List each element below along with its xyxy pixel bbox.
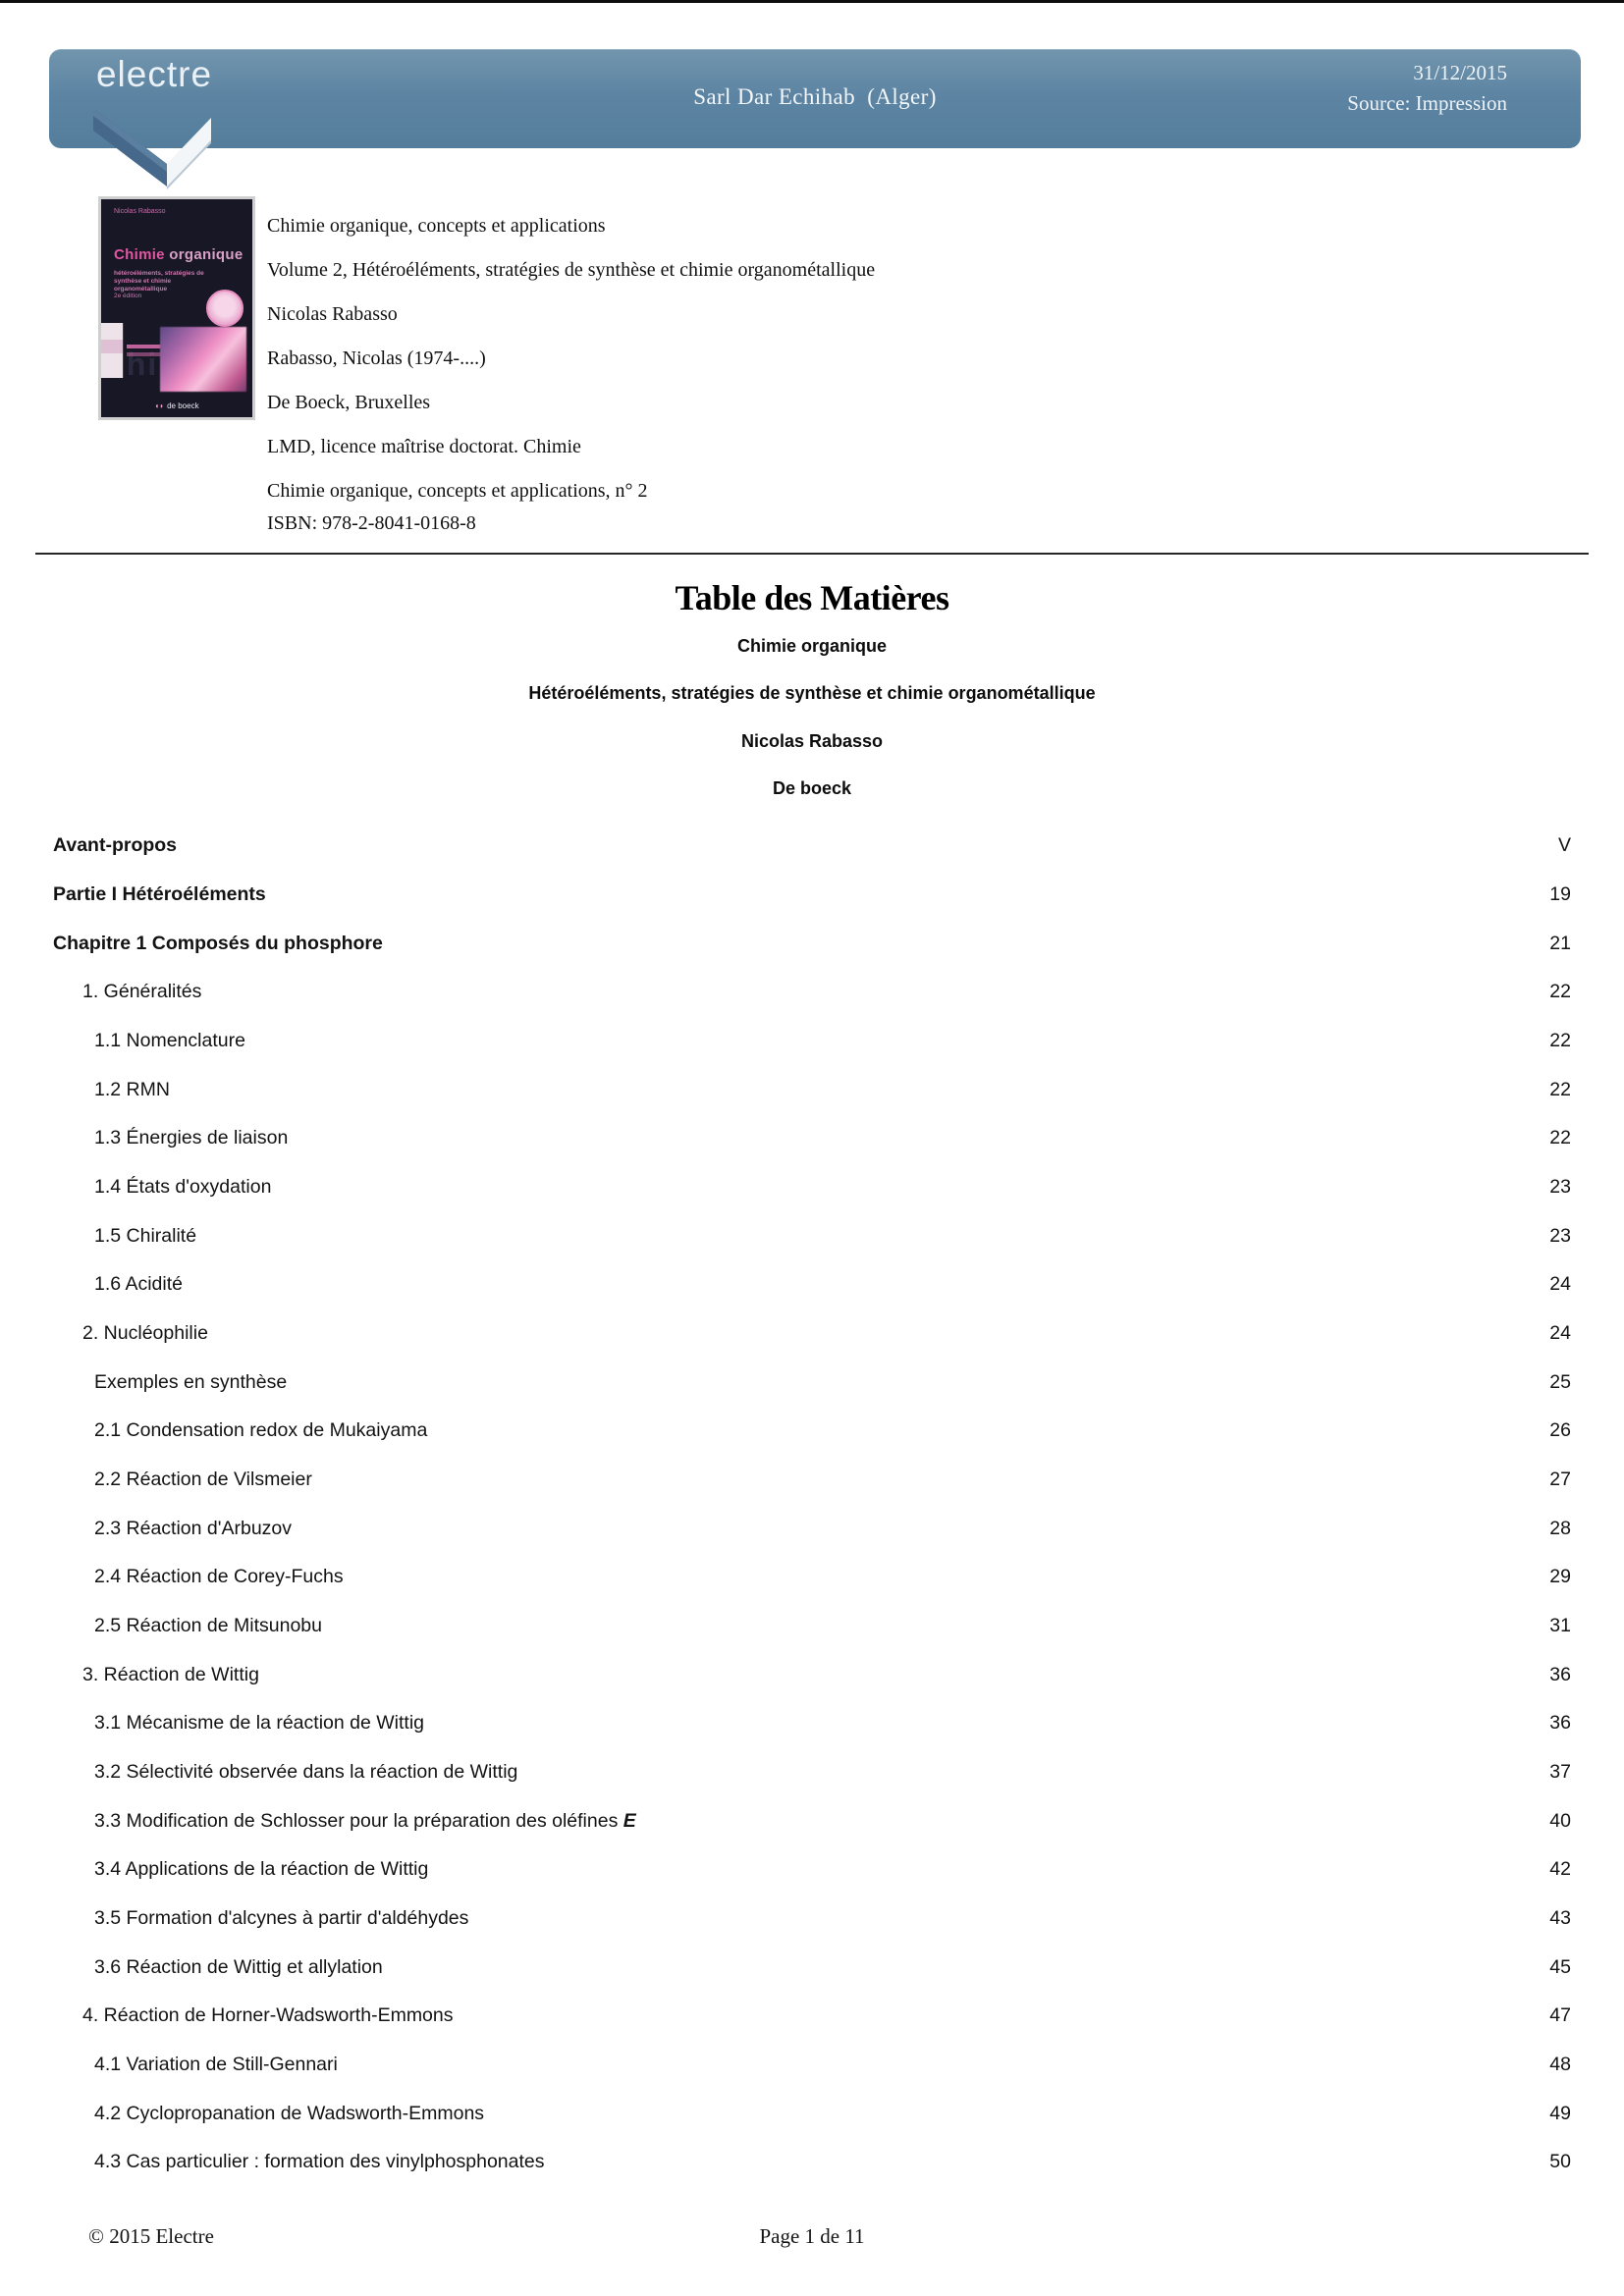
toc-entry-page: 47	[1549, 2004, 1571, 2027]
cover-title-word2: organique	[169, 246, 244, 263]
toc-entry-page: 49	[1549, 2102, 1571, 2124]
deboeck-logo-icon: ◖◗	[154, 401, 165, 410]
toc-entry-label: 3.6 Réaction de Wittig et allylation	[94, 1955, 383, 1978]
header-bar	[49, 49, 1581, 148]
toc-entry	[53, 1553, 1571, 1602]
footer-copyright: © 2015 Electre	[88, 2224, 214, 2248]
toc-entry	[53, 1748, 1571, 1797]
toc-entry	[53, 2041, 1571, 2090]
header-meta	[1347, 58, 1507, 119]
toc-entry-page: 29	[1549, 1566, 1571, 1588]
toc-entry	[53, 1114, 1571, 1163]
cover-spine-label	[101, 323, 124, 378]
toc-entry-page: 22	[1549, 1078, 1571, 1100]
cover-publisher	[101, 401, 252, 410]
header-organization: Sarl Dar Echihab (Alger)	[693, 84, 937, 109]
cover-subtitle: hétéroéléments, stratégies de synthèse et chimie organométallique	[114, 270, 204, 293]
toc-entry-label: 3.1 Mécanisme de la réaction de Wittig	[94, 1712, 424, 1735]
toc-entry	[53, 1309, 1571, 1359]
book-metadata	[267, 216, 875, 558]
toc-entry	[53, 1992, 1571, 2041]
cover-title-word1: Chimie	[114, 246, 165, 263]
toc-entry	[53, 1456, 1571, 1505]
toc-entry	[53, 2138, 1571, 2187]
meta-title: Chimie organique, concepts et applications	[267, 215, 606, 237]
toc-entry-label: 4.2 Cyclopropanation de Wadsworth-Emmons	[94, 2102, 485, 2124]
toc-entry-page: 21	[1549, 932, 1571, 954]
toc-entry-page: 36	[1549, 1663, 1571, 1685]
toc-entry	[53, 1845, 1571, 1895]
toc-entry-label: 1.4 États d'oxydation	[94, 1176, 272, 1199]
toc-entry-label: 1.5 Chiralité	[94, 1224, 197, 1247]
toc-entry-label: 4. Réaction de Horner-Wadsworth-Emmons	[82, 2004, 454, 2027]
toc-entry	[53, 1943, 1571, 1992]
toc-entry-label: 1.3 Énergies de liaison	[94, 1127, 289, 1149]
toc-entry-page: 28	[1549, 1517, 1571, 1539]
toc-entry-page: 48	[1549, 2054, 1571, 2076]
meta-isbn: ISBN: 978-2-8041-0168-8	[267, 512, 476, 534]
toc-entry-label: Partie I Hétéroéléments	[53, 883, 266, 905]
toc-entry	[53, 968, 1571, 1017]
toc-entry-page: 22	[1549, 981, 1571, 1003]
toc-entry	[53, 822, 1571, 871]
toc-entry-label: 1. Généralités	[82, 981, 202, 1003]
meta-author: Nicolas Rabasso	[267, 303, 398, 325]
toc-entry	[53, 1017, 1571, 1066]
meta-publisher: De Boeck, Bruxelles	[267, 392, 431, 413]
toc-entry-label: 2.3 Réaction d'Arbuzov	[94, 1517, 293, 1539]
toc-entry-page: 23	[1549, 1176, 1571, 1199]
toc-entry-page: 24	[1549, 1273, 1571, 1296]
toc-entry	[53, 1358, 1571, 1407]
toc-entry	[53, 1699, 1571, 1748]
toc-entry-label: Avant-propos	[53, 834, 178, 857]
book-cover-thumbnail	[98, 196, 255, 420]
toc-entry-page: 26	[1549, 1419, 1571, 1442]
toc-entry-label: 2. Nucléophilie	[82, 1322, 208, 1345]
toc-subtitle-publisher: De boeck	[772, 778, 852, 798]
toc-entry-label: Exemples en synthèse	[94, 1370, 288, 1393]
toc-entry-page: 22	[1549, 1030, 1571, 1052]
toc-entry-label: 3. Réaction de Wittig	[82, 1663, 259, 1685]
toc-entry	[53, 2089, 1571, 2138]
cover-round-badge	[206, 290, 244, 327]
toc-entry	[53, 1504, 1571, 1553]
electre-logo-text: electre	[95, 54, 213, 94]
cover-publisher-name: de boeck	[167, 401, 199, 410]
toc-entry	[53, 871, 1571, 920]
header-source: Source: Impression	[1347, 91, 1507, 115]
toc-entry-label: Chapitre 1 Composés du phosphore	[53, 932, 383, 954]
toc-entry-page: 36	[1549, 1712, 1571, 1735]
toc-entry-page: 42	[1549, 1858, 1571, 1881]
toc-title: Table des Matières	[675, 578, 949, 617]
toc-entry-label: 2.1 Condensation redox de Mukaiyama	[94, 1419, 428, 1442]
toc-entry-page: 24	[1549, 1322, 1571, 1345]
toc-entry	[53, 1065, 1571, 1114]
toc-entry-label: 4.1 Variation de Still-Gennari	[94, 2054, 338, 2076]
toc-entry-page: 25	[1549, 1370, 1571, 1393]
toc-entry	[53, 1211, 1571, 1260]
toc-entry-label: 1.2 RMN	[94, 1078, 170, 1100]
toc-entry-label: 3.4 Applications de la réaction de Wittig	[94, 1858, 429, 1881]
toc-entry-label: 2.4 Réaction de Corey-Fuchs	[94, 1566, 344, 1588]
toc-entry-page: 27	[1549, 1468, 1571, 1491]
toc-entry	[53, 1407, 1571, 1456]
toc-entry-page: V	[1557, 834, 1571, 857]
toc-entry-page: 22	[1549, 1127, 1571, 1149]
toc-list	[53, 822, 1571, 2187]
toc-entry-page: 40	[1549, 1809, 1571, 1832]
toc-entry-label: 3.3 Modification de Schlosser pour la préparation des oléfines E	[94, 1809, 636, 1832]
cover-title	[114, 246, 243, 263]
toc-entry-label: 2.2 Réaction de Vilsmeier	[94, 1468, 312, 1491]
cover-artwork	[160, 327, 246, 392]
toc-entry-page: 37	[1549, 1761, 1571, 1784]
toc-entry	[53, 1602, 1571, 1651]
separator-line	[35, 553, 1589, 555]
toc-entry-page: 43	[1549, 1907, 1571, 1930]
toc-entry	[53, 1260, 1571, 1309]
toc-entry-page: 23	[1549, 1224, 1571, 1247]
toc-entry-label: 2.5 Réaction de Mitsunobu	[94, 1615, 322, 1637]
toc-entry-page: 31	[1549, 1615, 1571, 1637]
open-book-icon	[88, 103, 216, 191]
toc-entry-page: 50	[1549, 2151, 1571, 2173]
meta-volume: Volume 2, Hétéroéléments, stratégies de synthèse et chimie organométallique	[267, 259, 876, 281]
cover-edition: 2e édition	[114, 293, 142, 299]
toc-entry-label: 3.5 Formation d'alcynes à partir d'aldéhydes	[94, 1907, 469, 1930]
toc-entry-label: 4.3 Cas particulier : formation des vinylphosphonates	[94, 2151, 545, 2173]
toc-subtitle-volume: Hétéroéléments, stratégies de synthèse et chimie organométallique	[528, 683, 1096, 703]
toc-entry-label: 1.1 Nomenclature	[94, 1030, 245, 1052]
toc-entry	[53, 919, 1571, 968]
meta-series: Chimie organique, concepts et applications, n° 2	[267, 480, 648, 502]
header-date: 31/12/2015	[1413, 61, 1507, 84]
toc-entry	[53, 1163, 1571, 1212]
toc-entry-label: 3.2 Sélectivité observée dans la réaction de Wittig	[94, 1761, 518, 1784]
toc-entry	[53, 1650, 1571, 1699]
toc-subtitle-work: Chimie organique	[736, 636, 887, 656]
top-border-line	[0, 0, 1624, 3]
meta-author-authority: Rabasso, Nicolas (1974-....)	[267, 347, 486, 369]
footer-page-info: Page 1 de 11	[759, 2224, 865, 2248]
toc-entry-label: 1.6 Acidité	[94, 1273, 183, 1296]
toc-entry-page: 19	[1549, 883, 1571, 905]
meta-collection: LMD, licence maîtrise doctorat. Chimie	[267, 436, 581, 457]
toc-entry	[53, 1895, 1571, 1944]
toc-entry	[53, 1796, 1571, 1845]
cover-author: Nicolas Rabasso	[114, 208, 166, 215]
toc-subtitle-author: Nicolas Rabasso	[740, 731, 884, 751]
toc-entry-page: 45	[1549, 1955, 1571, 1978]
